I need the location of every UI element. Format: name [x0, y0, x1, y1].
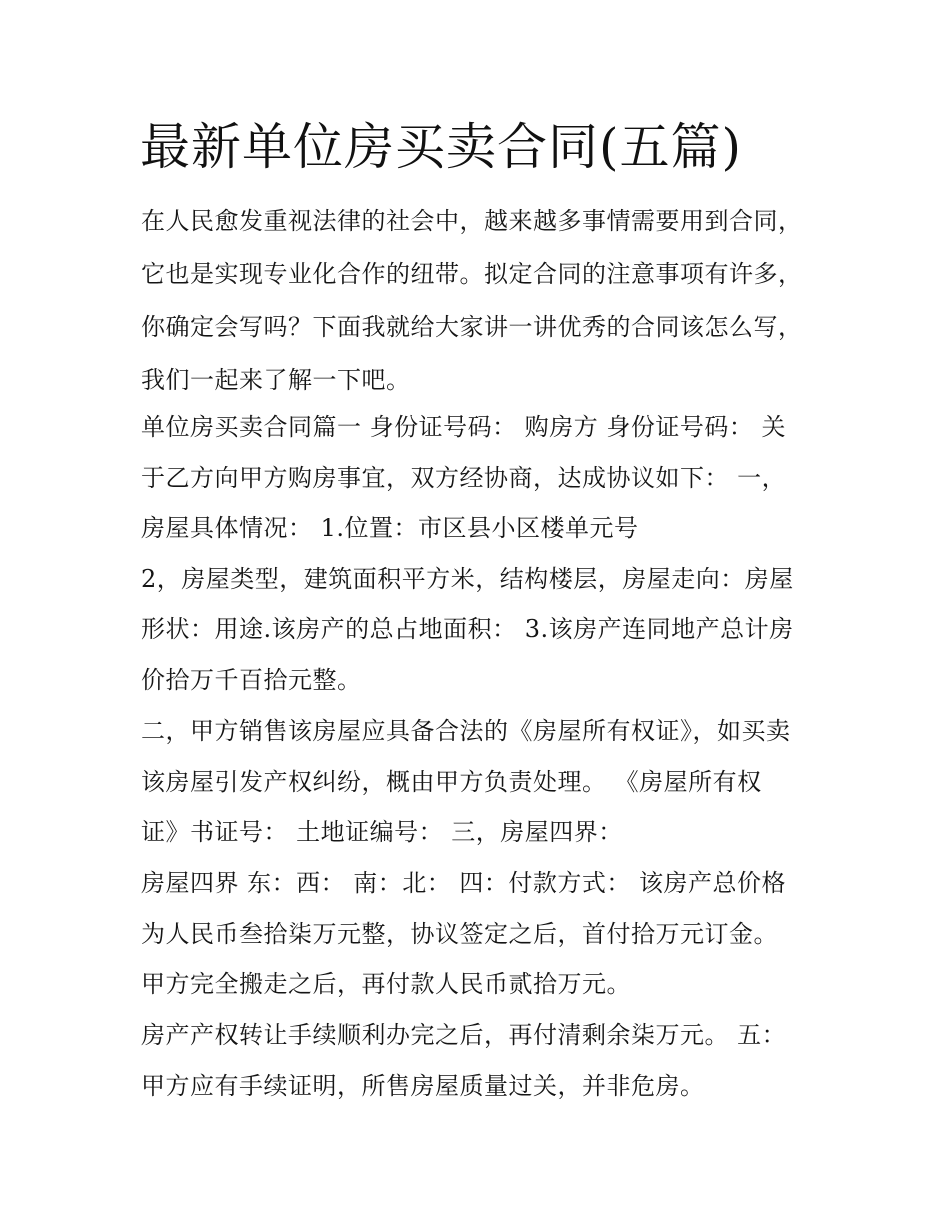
document-title: 最新单位房买卖合同(五篇)	[140, 118, 743, 176]
paragraph-line: 价拾万千百拾元整。	[141, 666, 362, 694]
paragraph-line: 为人民币叁拾柒万元整，协议签定之后，首付拾万元订金。	[141, 920, 778, 948]
paragraph-line: 房屋具体情况： 1.位置：市区县小区楼单元号	[141, 514, 639, 542]
paragraph-line: 它也是实现专业化合作的纽带。拟定合同的注意事项有许多，	[141, 260, 803, 288]
paragraph-line: 甲方应有手续证明，所售房屋质量过关，并非危房。	[141, 1072, 705, 1100]
paragraph-line: 单位房买卖合同篇一 身份证号码： 购房方 身份证号码： 关	[141, 413, 787, 441]
paragraph-line: 二，甲方销售该房屋应具备合法的《房屋所有权证》，如买卖	[141, 717, 791, 745]
paragraph-line: 2，房屋类型，建筑面积平方米，结构楼层，房屋走向：房屋	[141, 565, 794, 593]
paragraph-line: 在人民愈发重视法律的社会中，越来越多事情需要用到合同，	[141, 207, 803, 235]
paragraph-line: 房产产权转让手续顺利办完之后，再付清剩余柒万元。 五：	[141, 1021, 787, 1049]
paragraph-line: 甲方完全搬走之后，再付款人民币贰拾万元。	[141, 970, 631, 998]
paragraph-line: 形状：用途.该房产的总占地面积： 3.该房产连同地产总计房	[141, 615, 794, 643]
paragraph-line: 我们一起来了解一下吧。	[141, 366, 411, 394]
paragraph-line: 该房屋引发产权纠纷，概由甲方负责处理。 《房屋所有权	[141, 768, 762, 796]
paragraph-line: 证》书证号： 土地证编号： 三，房屋四界：	[141, 818, 623, 846]
paragraph-line: 你确定会写吗？下面我就给大家讲一讲优秀的合同该怎么写，	[141, 313, 803, 341]
paragraph-line: 于乙方向甲方购房事宜，双方经协商，达成协议如下： 一，	[141, 464, 787, 492]
paragraph-line: 房屋四界 东：西： 南：北： 四：付款方式： 该房产总价格	[141, 869, 787, 897]
